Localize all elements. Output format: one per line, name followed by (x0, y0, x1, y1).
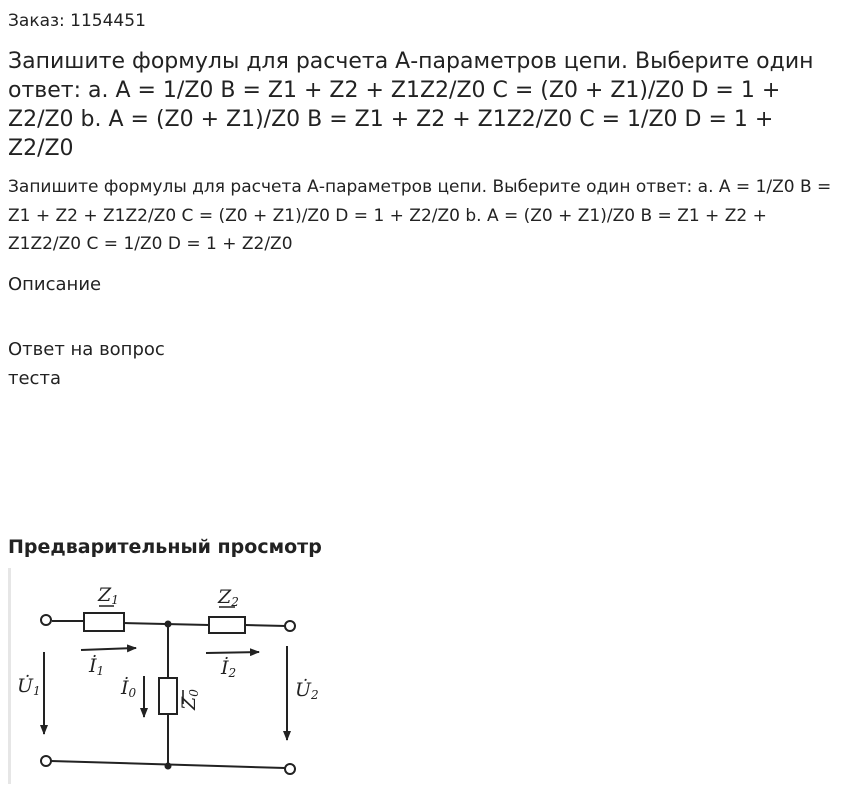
label-u1: U̇1 (17, 675, 41, 698)
order-number: Заказ: 1154451 (8, 11, 146, 31)
resistor-z1 (84, 613, 124, 631)
resistor-z2 (209, 617, 245, 633)
junction-top (166, 622, 171, 627)
description-label: Описание (8, 274, 102, 295)
resistor-z0 (159, 678, 177, 714)
question-title: Запишите формулы для расчета А-параметров цепи. Выберите один ответ: a. A = 1/Z0 B = Z1 + Z2 + Z1Z2/Z0 C = (Z0 + Z1)/Z0 D = 1 + Z2/Z0 b. A = (Z0 + Z1)/Z0 B = Z1 + Z2 + Z1Z2/Z0 C = 1/Z0 D = 1 + Z2/Z0 (8, 49, 814, 161)
answer-label: Ответ на вопрос теста (8, 339, 165, 389)
label-i0: İ0 (121, 677, 137, 700)
label-z1: Z1 (98, 584, 119, 607)
preview-heading: Предварительный просмотр (8, 536, 322, 558)
label-z2: Z2 (218, 586, 239, 609)
junction-bottom (166, 764, 171, 769)
terminal-out-bottom (285, 764, 295, 774)
preview-image (8, 568, 341, 784)
arrow-i2 (206, 652, 259, 653)
circuit-diagram (11, 568, 341, 784)
label-z0: Z0 (178, 689, 201, 710)
question-text: Запишите формулы для расчета А-параметров цепи. Выберите один ответ: a. A = 1/Z0 B = Z1 + Z2 + Z1Z2/Z0 C = (Z0 + Z1)/Z0 D = 1 + Z2/Z0 b. A = (Z0 + Z1)/Z0 B = Z1 + Z2 + Z1Z2/Z0 C = 1/Z0 D = 1 + Z2/Z0 (8, 177, 832, 254)
terminal-in-bottom (41, 756, 51, 766)
label-i1: İ1 (89, 655, 105, 678)
label-i2: İ2 (221, 657, 237, 680)
terminal-out-top (285, 621, 295, 631)
label-u2: U̇2 (295, 679, 319, 702)
arrow-i1 (81, 648, 136, 650)
terminal-in-top (41, 615, 51, 625)
